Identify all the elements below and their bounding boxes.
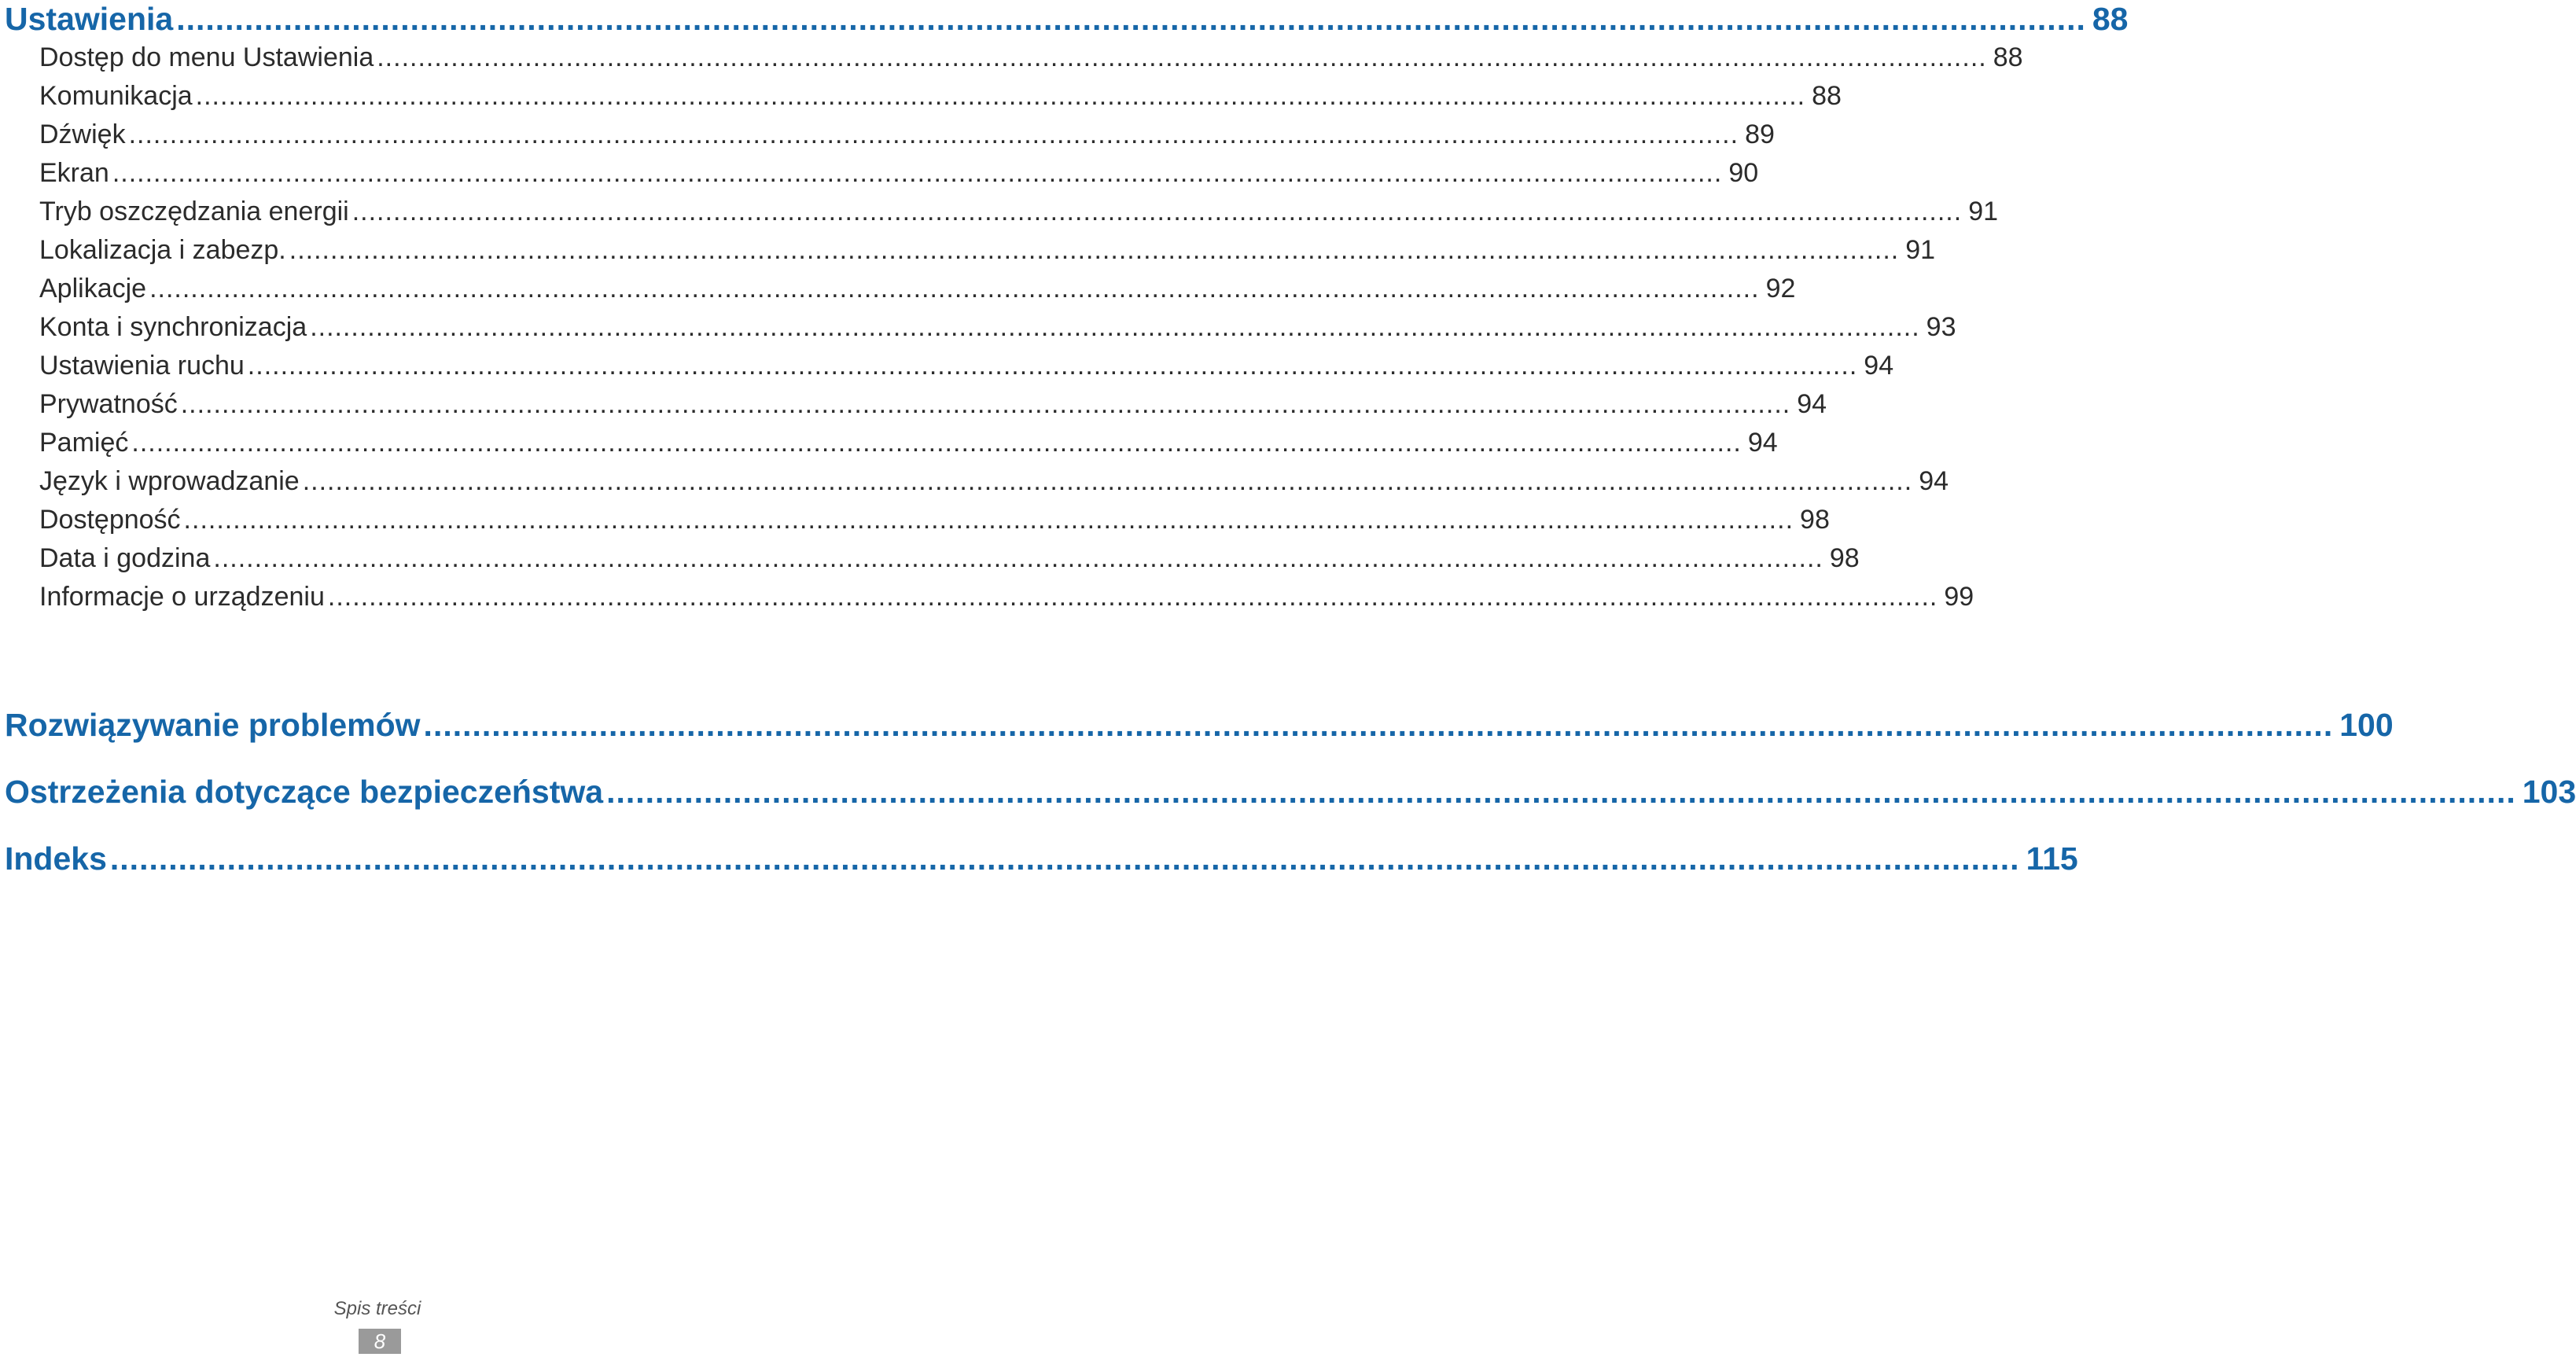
toc-entry-row[interactable] [39, 462, 1949, 501]
toc-entry-page: 99 [1944, 582, 1974, 612]
toc-entry-page: 89 [1745, 120, 1775, 149]
toc-entry-title: Data i godzina [39, 543, 211, 573]
toc-entry-title: Aplikacje [39, 274, 147, 303]
toc-section-title: Rozwiązywanie problemów [5, 707, 421, 743]
footer-page-number: 8 [359, 1329, 401, 1354]
dot-leader: .................................................................................................................................................................................................... [423, 707, 2334, 743]
toc-entry-title: Pamięć [39, 428, 129, 458]
toc-entry-page: 94 [1747, 428, 1778, 458]
toc-entry-row[interactable] [39, 115, 1775, 154]
toc-entry-title: Ekran [39, 158, 109, 188]
dot-leader: .................................................................................................................................................................................................... [302, 466, 1913, 496]
dot-leader: .................................................................................................................................................................................................... [213, 543, 1823, 573]
toc-section-title: Ostrzeżenia dotyczące bezpieczeństwa [5, 774, 604, 810]
dot-leader: .................................................................................................................................................................................................... [289, 235, 1900, 265]
toc-entry-row[interactable] [39, 307, 1956, 347]
dot-leader: .................................................................................................................................................................................................... [351, 197, 1963, 226]
toc-entry-row[interactable] [39, 269, 1796, 308]
toc-section-row[interactable] [5, 704, 2394, 746]
toc-entry-page: 92 [1765, 274, 1796, 303]
toc-entry-page: 94 [1797, 389, 1827, 419]
dot-leader: .................................................................................................................................................................................................... [149, 274, 1760, 303]
toc-entry-title: Lokalizacja i zabezp. [39, 235, 286, 265]
toc-entry-title: Dźwięk [39, 120, 126, 149]
toc-entry-row[interactable] [39, 230, 1936, 270]
toc-entry-page: 94 [1864, 351, 1894, 381]
toc-entry-title: Informacje o urządzeniu [39, 582, 325, 612]
toc-section-row[interactable] [5, 770, 2576, 813]
dot-leader: .................................................................................................................................................................................................... [176, 1, 2086, 37]
toc-entry-title: Dostęp do menu Ustawienia [39, 42, 374, 72]
toc-entry-title: Konta i synchronizacja [39, 312, 307, 342]
toc-section-title: Ustawienia [5, 1, 174, 37]
dot-leader: .................................................................................................................................................................................................... [606, 774, 2516, 810]
toc-section-page: 88 [2092, 1, 2129, 37]
toc-entry-page: 90 [1728, 158, 1759, 188]
dot-leader: .................................................................................................................................................................................................... [183, 505, 1794, 535]
toc-entry-page: 88 [1993, 42, 2023, 72]
toc-entry-page: 91 [1905, 235, 1936, 265]
toc-entry-title: Język i wprowadzanie [39, 466, 300, 496]
toc-entry-title: Tryb oszczędzania energii [39, 197, 349, 226]
dot-leader: .................................................................................................................................................................................................... [112, 158, 1723, 188]
toc-entry-page: 98 [1829, 543, 1860, 573]
dot-leader: .................................................................................................................................................................................................... [180, 389, 1791, 419]
toc-entry-row[interactable] [39, 192, 1999, 231]
toc-entry-title: Dostępność [39, 505, 181, 535]
toc-entry-row[interactable] [39, 153, 1759, 193]
toc-entry-page: 98 [1800, 505, 1830, 535]
toc-section-row[interactable] [5, 837, 2078, 880]
dot-leader: .................................................................................................................................................................................................... [327, 582, 1938, 612]
toc-entry-row[interactable] [39, 76, 1842, 116]
dot-leader: .................................................................................................................................................................................................... [377, 42, 1987, 72]
dot-leader: .................................................................................................................................................................................................... [195, 81, 1806, 111]
toc-section-row[interactable] [5, 0, 2129, 40]
toc-entry-title: Ustawienia ruchu [39, 351, 245, 381]
toc-section-title: Indeks [5, 840, 107, 877]
toc-entry-row[interactable] [39, 346, 1894, 385]
toc-section-page: 100 [2339, 707, 2394, 743]
toc-entry-page: 93 [1926, 312, 1956, 342]
toc-entry-page: 94 [1919, 466, 1949, 496]
toc-section-page: 103 [2522, 774, 2576, 810]
toc-entry-row[interactable] [39, 500, 1830, 539]
dot-leader: .................................................................................................................................................................................................... [128, 120, 1739, 149]
toc-entry-title: Prywatność [39, 389, 178, 419]
toc-entry-row[interactable] [39, 384, 1827, 424]
dot-leader: .................................................................................................................................................................................................... [310, 312, 1920, 342]
toc-entry-row[interactable] [39, 423, 1778, 462]
toc-entry-page: 88 [1812, 81, 1842, 111]
dot-leader: .................................................................................................................................................................................................... [109, 840, 2020, 877]
toc-entry-title: Komunikacja [39, 81, 193, 111]
dot-leader: .................................................................................................................................................................................................... [247, 351, 1858, 381]
toc-section-page: 115 [2026, 840, 2078, 877]
toc-entry-row[interactable] [39, 38, 2023, 77]
toc-entry-row[interactable] [39, 539, 1860, 578]
footer-section-label: Spis treści [333, 1298, 421, 1319]
toc-entry-page: 91 [1968, 197, 1999, 226]
toc-entry-row[interactable] [39, 577, 1974, 616]
dot-leader: .................................................................................................................................................................................................... [131, 428, 1742, 458]
